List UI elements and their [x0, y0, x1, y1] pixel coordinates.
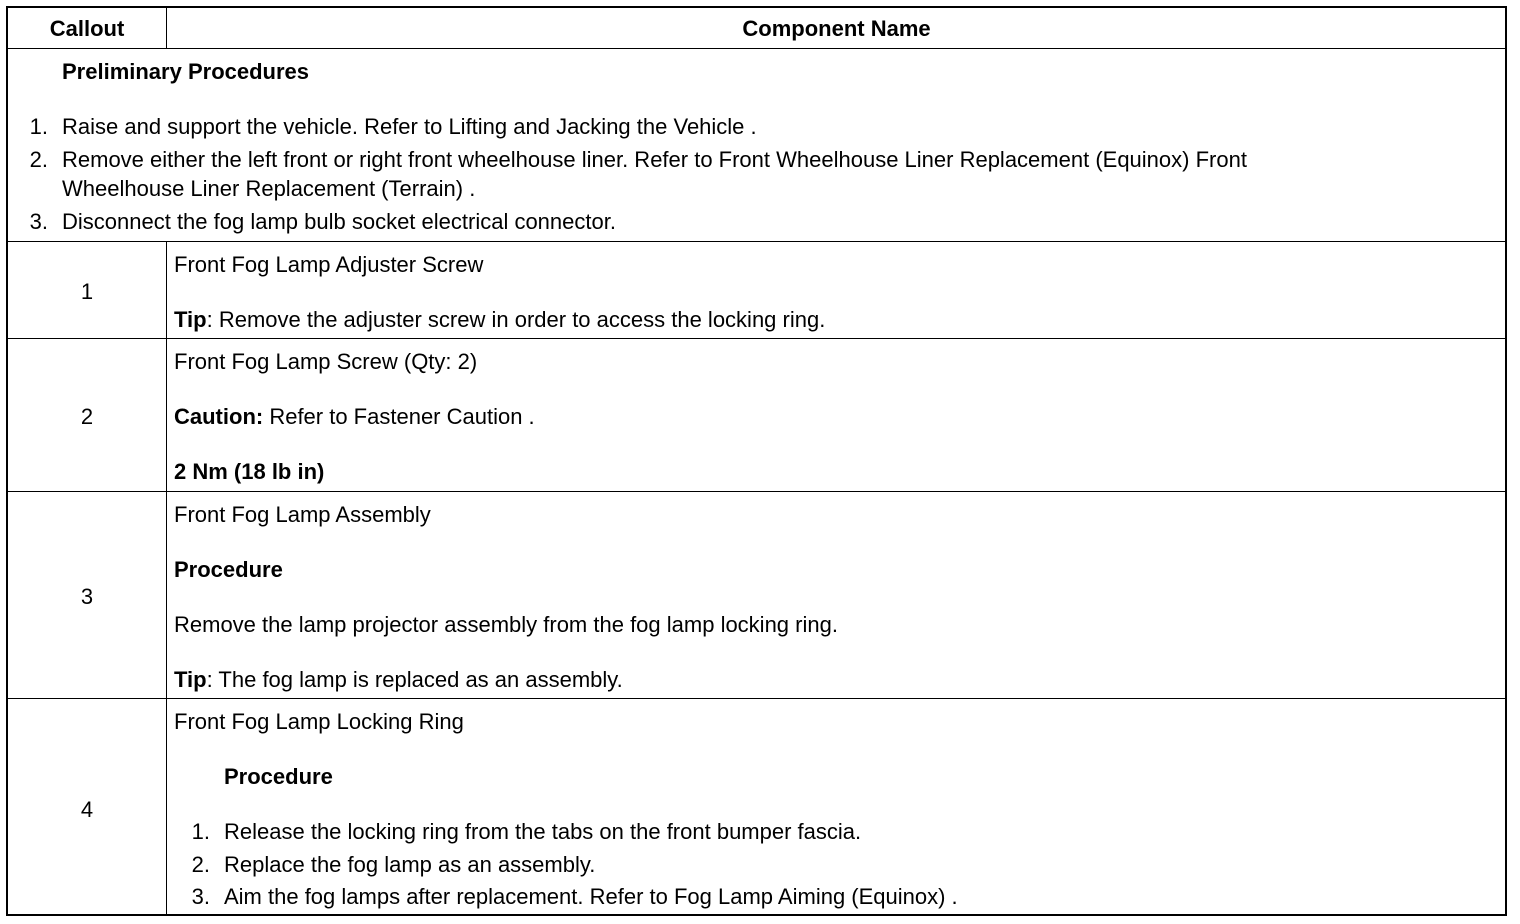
column-divider — [166, 8, 167, 48]
header-divider — [8, 48, 1505, 49]
row-divider — [8, 491, 1505, 492]
row-divider — [8, 338, 1505, 339]
procedure-table — [6, 6, 1507, 916]
preliminary-title: Preliminary Procedures — [62, 59, 310, 84]
tip-label: Tip — [174, 307, 207, 332]
header-component-name: Component Name — [742, 16, 931, 41]
preliminary-step: Raise and support the vehicle. Refer to Lifting and Jacking the Vehicle . — [62, 114, 757, 139]
caution-text: Refer to Fastener Caution . — [263, 404, 535, 429]
component-name: Front Fog Lamp Adjuster Screw — [174, 252, 484, 277]
tip-text: : Remove the adjuster screw in order to access the locking ring. — [206, 307, 826, 332]
tip-text: : The fog lamp is replaced as an assembly. — [206, 667, 623, 692]
callout-number: 2 — [80, 404, 94, 429]
procedure-step: Release the locking ring from the tabs on the front bumper fascia. — [224, 819, 862, 844]
tip-label: Tip — [174, 667, 207, 692]
procedure-step: Aim the fog lamps after replacement. Refer to Fog Lamp Aiming (Equinox) . — [224, 884, 958, 909]
preliminary-step-continued: Wheelhouse Liner Replacement (Terrain) . — [62, 176, 476, 201]
row-divider — [8, 698, 1505, 699]
component-name: Front Fog Lamp Screw (Qty: 2) — [174, 349, 478, 374]
list-number: 2. — [191, 852, 210, 877]
caution-label: Caution: — [174, 404, 264, 429]
list-number: 3. — [191, 884, 210, 909]
list-number: 2. — [29, 147, 48, 172]
header-callout: Callout — [49, 16, 125, 41]
list-number: 3. — [29, 209, 48, 234]
row-divider — [8, 241, 1505, 242]
torque-spec: 2 Nm (18 lb in) — [174, 459, 325, 484]
component-name: Front Fog Lamp Assembly — [174, 502, 431, 527]
tip-note — [174, 667, 623, 693]
procedure-text: Remove the lamp projector assembly from the fog lamp locking ring. — [174, 612, 838, 637]
procedure-heading: Procedure — [174, 557, 283, 582]
procedure-step: Replace the fog lamp as an assembly. — [224, 852, 596, 877]
column-divider — [166, 241, 167, 914]
list-number: 1. — [29, 114, 48, 139]
component-name: Front Fog Lamp Locking Ring — [174, 709, 464, 734]
procedure-heading: Procedure — [224, 764, 333, 789]
callout-number: 1 — [80, 279, 94, 304]
callout-number: 3 — [80, 584, 94, 609]
preliminary-step: Disconnect the fog lamp bulb socket electrical connector. — [62, 209, 616, 234]
list-number: 1. — [191, 819, 210, 844]
caution-note — [174, 404, 535, 430]
tip-note — [174, 307, 825, 333]
preliminary-step: Remove either the left front or right front wheelhouse liner. Refer to Front Wheelhouse Liner Replacement (Equinox) Front — [62, 147, 1247, 172]
callout-number: 4 — [80, 797, 94, 822]
